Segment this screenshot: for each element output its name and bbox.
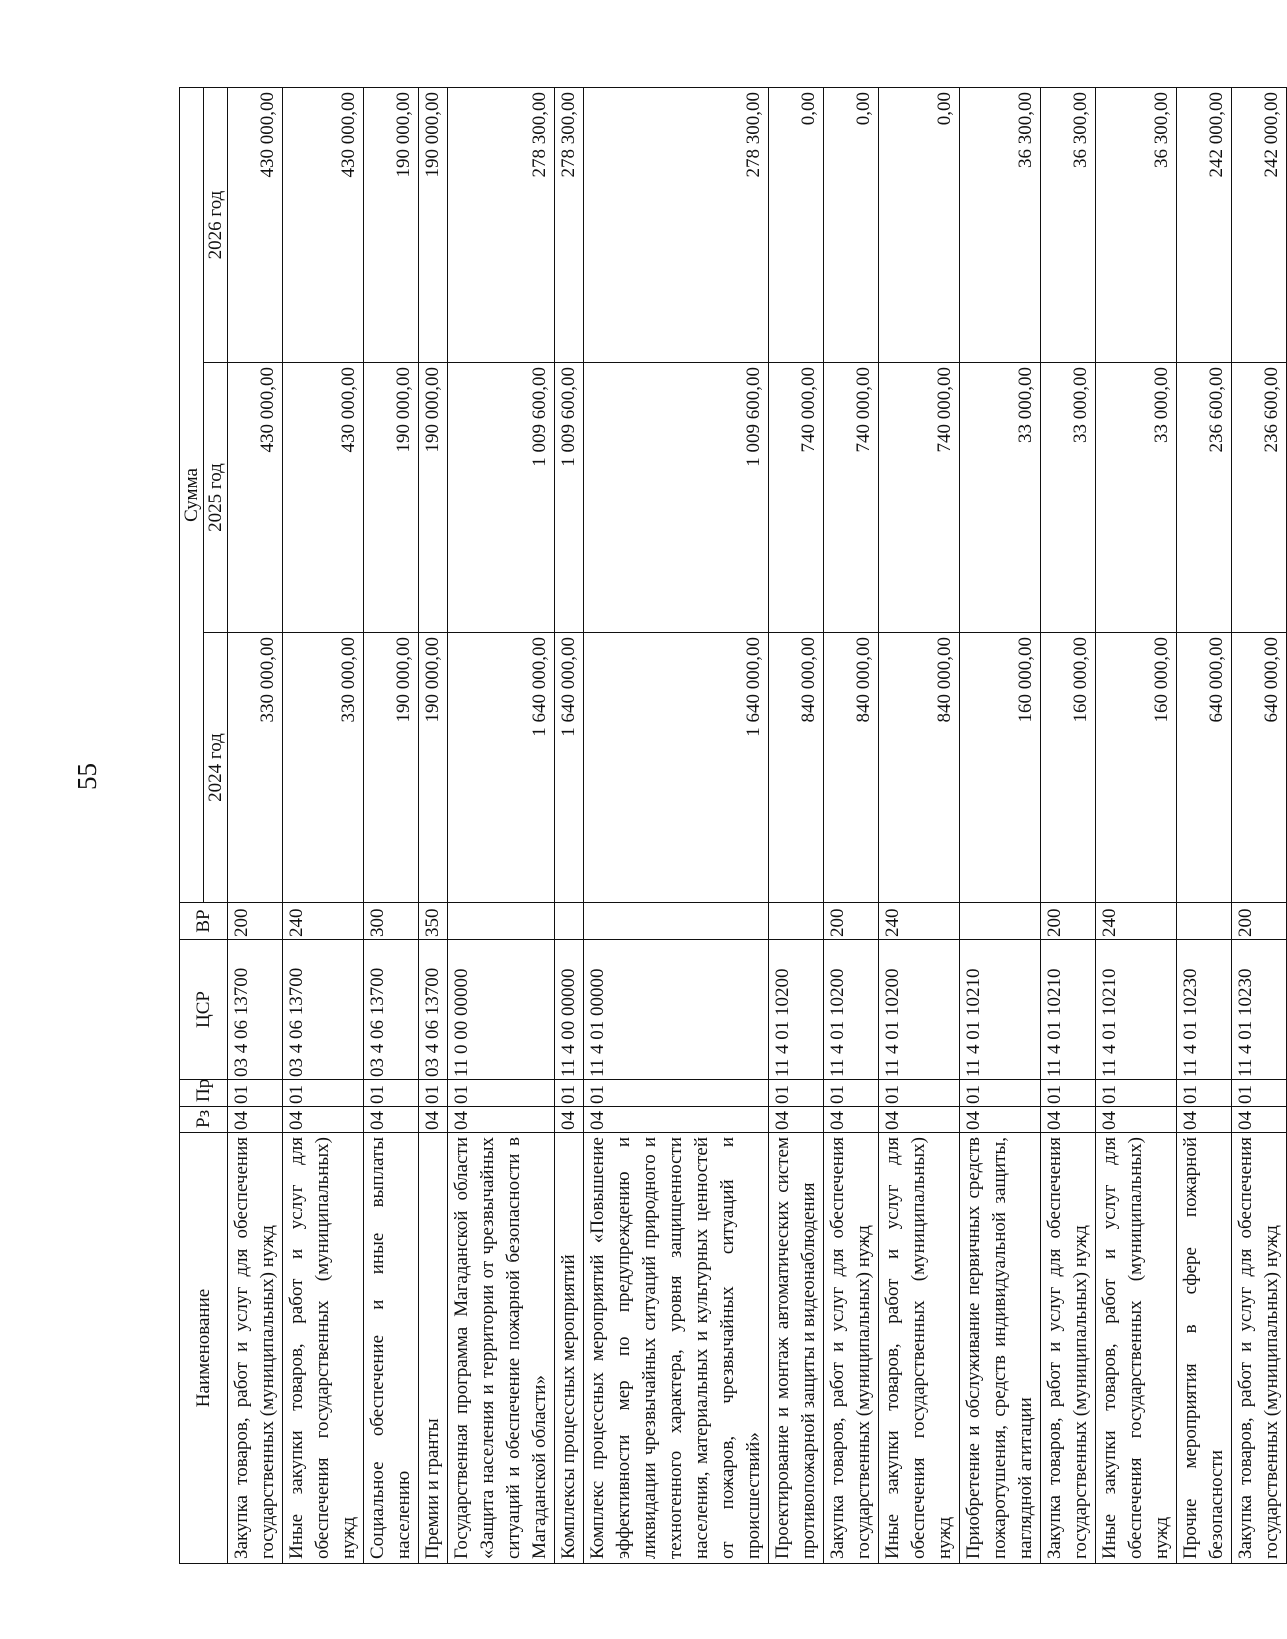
- row-amount-2026: 242 000,00: [1232, 88, 1287, 363]
- row-csr: 03 4 06 13700: [419, 940, 448, 1080]
- header-2024: 2024 год: [204, 633, 228, 903]
- row-amount-2026: 0,00: [824, 88, 879, 363]
- row-pr: 01: [555, 1080, 584, 1107]
- table-row: [584, 88, 769, 1564]
- row-name: Премии и гранты: [419, 1133, 448, 1564]
- row-amount-2024: 330 000,00: [228, 633, 283, 903]
- row-amount-2026: 190 000,00: [419, 88, 448, 363]
- row-amount-2025: 1 009 600,00: [555, 363, 584, 633]
- row-vr: [448, 903, 555, 940]
- row-amount-2024: 640 000,00: [1232, 633, 1287, 903]
- row-amount-2025: 430 000,00: [228, 363, 283, 633]
- row-name: Закупка товаров, работ и услуг для обеспечения государственных (муниципальных) нужд: [824, 1133, 879, 1564]
- header-rz: Рз: [180, 1107, 228, 1133]
- row-name: Приобретение и обслуживание первичных средств пожаротушения, средств индивидуальной защиты, наглядной агитации: [960, 1133, 1041, 1564]
- table-row: [283, 88, 364, 1564]
- row-amount-2025: 1 009 600,00: [448, 363, 555, 633]
- row-vr: 200: [228, 903, 283, 940]
- row-csr: 11 4 01 10210: [1041, 940, 1096, 1080]
- row-rz: 04: [1096, 1107, 1177, 1133]
- row-vr: [555, 903, 584, 940]
- row-amount-2024: 640 000,00: [1177, 633, 1232, 903]
- budget-table: [179, 87, 1287, 1564]
- row-amount-2024: 840 000,00: [824, 633, 879, 903]
- row-pr: 01: [283, 1080, 364, 1107]
- row-amount-2024: 160 000,00: [960, 633, 1041, 903]
- row-vr: 240: [879, 903, 960, 940]
- header-2026: 2026 год: [204, 88, 228, 363]
- row-csr: 03 4 06 13700: [283, 940, 364, 1080]
- row-csr: 11 4 01 10230: [1232, 940, 1287, 1080]
- row-amount-2026: 242 000,00: [1177, 88, 1232, 363]
- row-amount-2024: 330 000,00: [283, 633, 364, 903]
- row-vr: 200: [1041, 903, 1096, 940]
- row-rz: 04: [1177, 1107, 1232, 1133]
- row-rz: 04: [283, 1107, 364, 1133]
- header-pr: Пр: [180, 1080, 228, 1107]
- row-pr: 01: [584, 1080, 769, 1107]
- row-name: Закупка товаров, работ и услуг для обеспечения государственных (муниципальных) нужд: [1232, 1133, 1287, 1564]
- table-row: [448, 88, 555, 1564]
- row-rz: 04: [228, 1107, 283, 1133]
- row-pr: 01: [1177, 1080, 1232, 1107]
- row-amount-2026: 0,00: [769, 88, 824, 363]
- row-csr: 11 0 00 00000: [448, 940, 555, 1080]
- row-amount-2026: 0,00: [879, 88, 960, 363]
- row-amount-2025: 236 600,00: [1177, 363, 1232, 633]
- row-amount-2026: 430 000,00: [228, 88, 283, 363]
- row-pr: 01: [1096, 1080, 1177, 1107]
- row-amount-2026: 36 300,00: [960, 88, 1041, 363]
- row-rz: 04: [824, 1107, 879, 1133]
- row-amount-2025: 33 000,00: [1041, 363, 1096, 633]
- row-name: Комплекс процессных мероприятий «Повышение эффективности мер по предупреждению и ликвидации чрезвычайных ситуаций природного и техногенного характера, уровня защищенности населения, материальных и культурных ценностей от пожаров, чрезвычайных ситуаций и происшествий»: [584, 1133, 769, 1564]
- row-pr: 01: [769, 1080, 824, 1107]
- row-amount-2024: 160 000,00: [1041, 633, 1096, 903]
- row-amount-2025: 190 000,00: [364, 363, 419, 633]
- header-csr: ЦСР: [180, 940, 228, 1080]
- table-row: [364, 88, 419, 1564]
- row-rz: 04: [960, 1107, 1041, 1133]
- row-name: Иные закупки товаров, работ и услуг для обеспечения государственных (муниципальных) нужд: [1096, 1133, 1177, 1564]
- row-rz: 04: [1232, 1107, 1287, 1133]
- row-pr: 01: [1232, 1080, 1287, 1107]
- row-rz: 04: [879, 1107, 960, 1133]
- row-amount-2024: 840 000,00: [879, 633, 960, 903]
- row-amount-2025: 740 000,00: [879, 363, 960, 633]
- row-rz: 04: [419, 1107, 448, 1133]
- row-vr: 200: [824, 903, 879, 940]
- row-csr: 11 4 01 10210: [960, 940, 1041, 1080]
- row-vr: 240: [1096, 903, 1177, 940]
- row-csr: 03 4 06 13700: [228, 940, 283, 1080]
- row-amount-2025: 740 000,00: [824, 363, 879, 633]
- row-pr: 01: [364, 1080, 419, 1107]
- table-row: [1041, 88, 1096, 1564]
- table-row: [1232, 88, 1287, 1564]
- row-vr: 240: [283, 903, 364, 940]
- row-amount-2026: 278 300,00: [584, 88, 769, 363]
- row-amount-2024: 190 000,00: [419, 633, 448, 903]
- row-vr: 200: [1232, 903, 1287, 940]
- row-name: Прочие мероприятия в сфере пожарной безопасности: [1177, 1133, 1232, 1564]
- row-rz: 04: [769, 1107, 824, 1133]
- header-sum: Сумма: [180, 88, 204, 903]
- row-csr: 11 4 01 10230: [1177, 940, 1232, 1080]
- row-name: Комплексы процессных мероприятий: [555, 1133, 584, 1564]
- row-amount-2025: 430 000,00: [283, 363, 364, 633]
- row-csr: 11 4 01 10210: [1096, 940, 1177, 1080]
- row-amount-2024: 1 640 000,00: [448, 633, 555, 903]
- row-csr: 11 4 01 00000: [584, 940, 769, 1080]
- row-rz: 04: [448, 1107, 555, 1133]
- row-amount-2024: 1 640 000,00: [555, 633, 584, 903]
- row-pr: 01: [419, 1080, 448, 1107]
- row-amount-2026: 190 000,00: [364, 88, 419, 363]
- row-name: Социальное обеспечение и иные выплаты населению: [364, 1133, 419, 1564]
- table-row: [960, 88, 1041, 1564]
- page-number: 55: [72, 763, 102, 790]
- row-vr: 300: [364, 903, 419, 940]
- row-pr: 01: [448, 1080, 555, 1107]
- row-name: Иные закупки товаров, работ и услуг для обеспечения государственных (муниципальных) нужд: [283, 1133, 364, 1564]
- row-csr: 03 4 06 13700: [364, 940, 419, 1080]
- row-pr: 01: [228, 1080, 283, 1107]
- row-rz: 04: [364, 1107, 419, 1133]
- table-row: [879, 88, 960, 1564]
- row-pr: 01: [1041, 1080, 1096, 1107]
- row-amount-2025: 740 000,00: [769, 363, 824, 633]
- row-amount-2024: 190 000,00: [364, 633, 419, 903]
- row-amount-2025: 236 600,00: [1232, 363, 1287, 633]
- row-csr: 11 4 01 10200: [769, 940, 824, 1080]
- row-amount-2026: 430 000,00: [283, 88, 364, 363]
- row-pr: 01: [824, 1080, 879, 1107]
- row-amount-2025: 33 000,00: [1096, 363, 1177, 633]
- table-row: [555, 88, 584, 1564]
- row-csr: 11 4 01 10200: [879, 940, 960, 1080]
- row-amount-2026: 36 300,00: [1096, 88, 1177, 363]
- row-rz: 04: [1041, 1107, 1096, 1133]
- row-name: Иные закупки товаров, работ и услуг для обеспечения государственных (муниципальных) нужд: [879, 1133, 960, 1564]
- row-name: Закупка товаров, работ и услуг для обеспечения государственных (муниципальных) нужд: [1041, 1133, 1096, 1564]
- table-row: [1177, 88, 1232, 1564]
- row-vr: [1177, 903, 1232, 940]
- header-2025: 2025 год: [204, 363, 228, 633]
- row-amount-2024: 160 000,00: [1096, 633, 1177, 903]
- row-amount-2025: 33 000,00: [960, 363, 1041, 633]
- row-amount-2026: 36 300,00: [1041, 88, 1096, 363]
- table-row: [769, 88, 824, 1564]
- row-rz: 04: [555, 1107, 584, 1133]
- row-vr: [769, 903, 824, 940]
- row-rz: 04: [584, 1107, 769, 1133]
- row-amount-2025: 1 009 600,00: [584, 363, 769, 633]
- row-pr: 01: [960, 1080, 1041, 1107]
- row-amount-2024: 840 000,00: [769, 633, 824, 903]
- row-csr: 11 4 00 00000: [555, 940, 584, 1080]
- row-amount-2026: 278 300,00: [555, 88, 584, 363]
- row-amount-2025: 190 000,00: [419, 363, 448, 633]
- header-vr: ВР: [180, 903, 228, 940]
- table-row: [1096, 88, 1177, 1564]
- header-name: Наименование: [180, 1133, 228, 1564]
- table-row: [228, 88, 283, 1564]
- row-csr: 11 4 01 10200: [824, 940, 879, 1080]
- row-amount-2026: 278 300,00: [448, 88, 555, 363]
- row-vr: [960, 903, 1041, 940]
- row-amount-2024: 1 640 000,00: [584, 633, 769, 903]
- row-name: Закупка товаров, работ и услуг для обеспечения государственных (муниципальных) нужд: [228, 1133, 283, 1564]
- table-row: [419, 88, 448, 1564]
- row-pr: 01: [879, 1080, 960, 1107]
- row-name: Государственная программа Магаданской области «Защита населения и территории от чрезвычайных ситуаций и обеспечение пожарной безопасности в Магаданской области»: [448, 1133, 555, 1564]
- row-vr: 350: [419, 903, 448, 940]
- table-row: [824, 88, 879, 1564]
- row-vr: [584, 903, 769, 940]
- rotated-table-container: [179, 88, 1282, 1564]
- row-name: Проектирование и монтаж автоматических систем противопожарной защиты и видеонаблюдения: [769, 1133, 824, 1564]
